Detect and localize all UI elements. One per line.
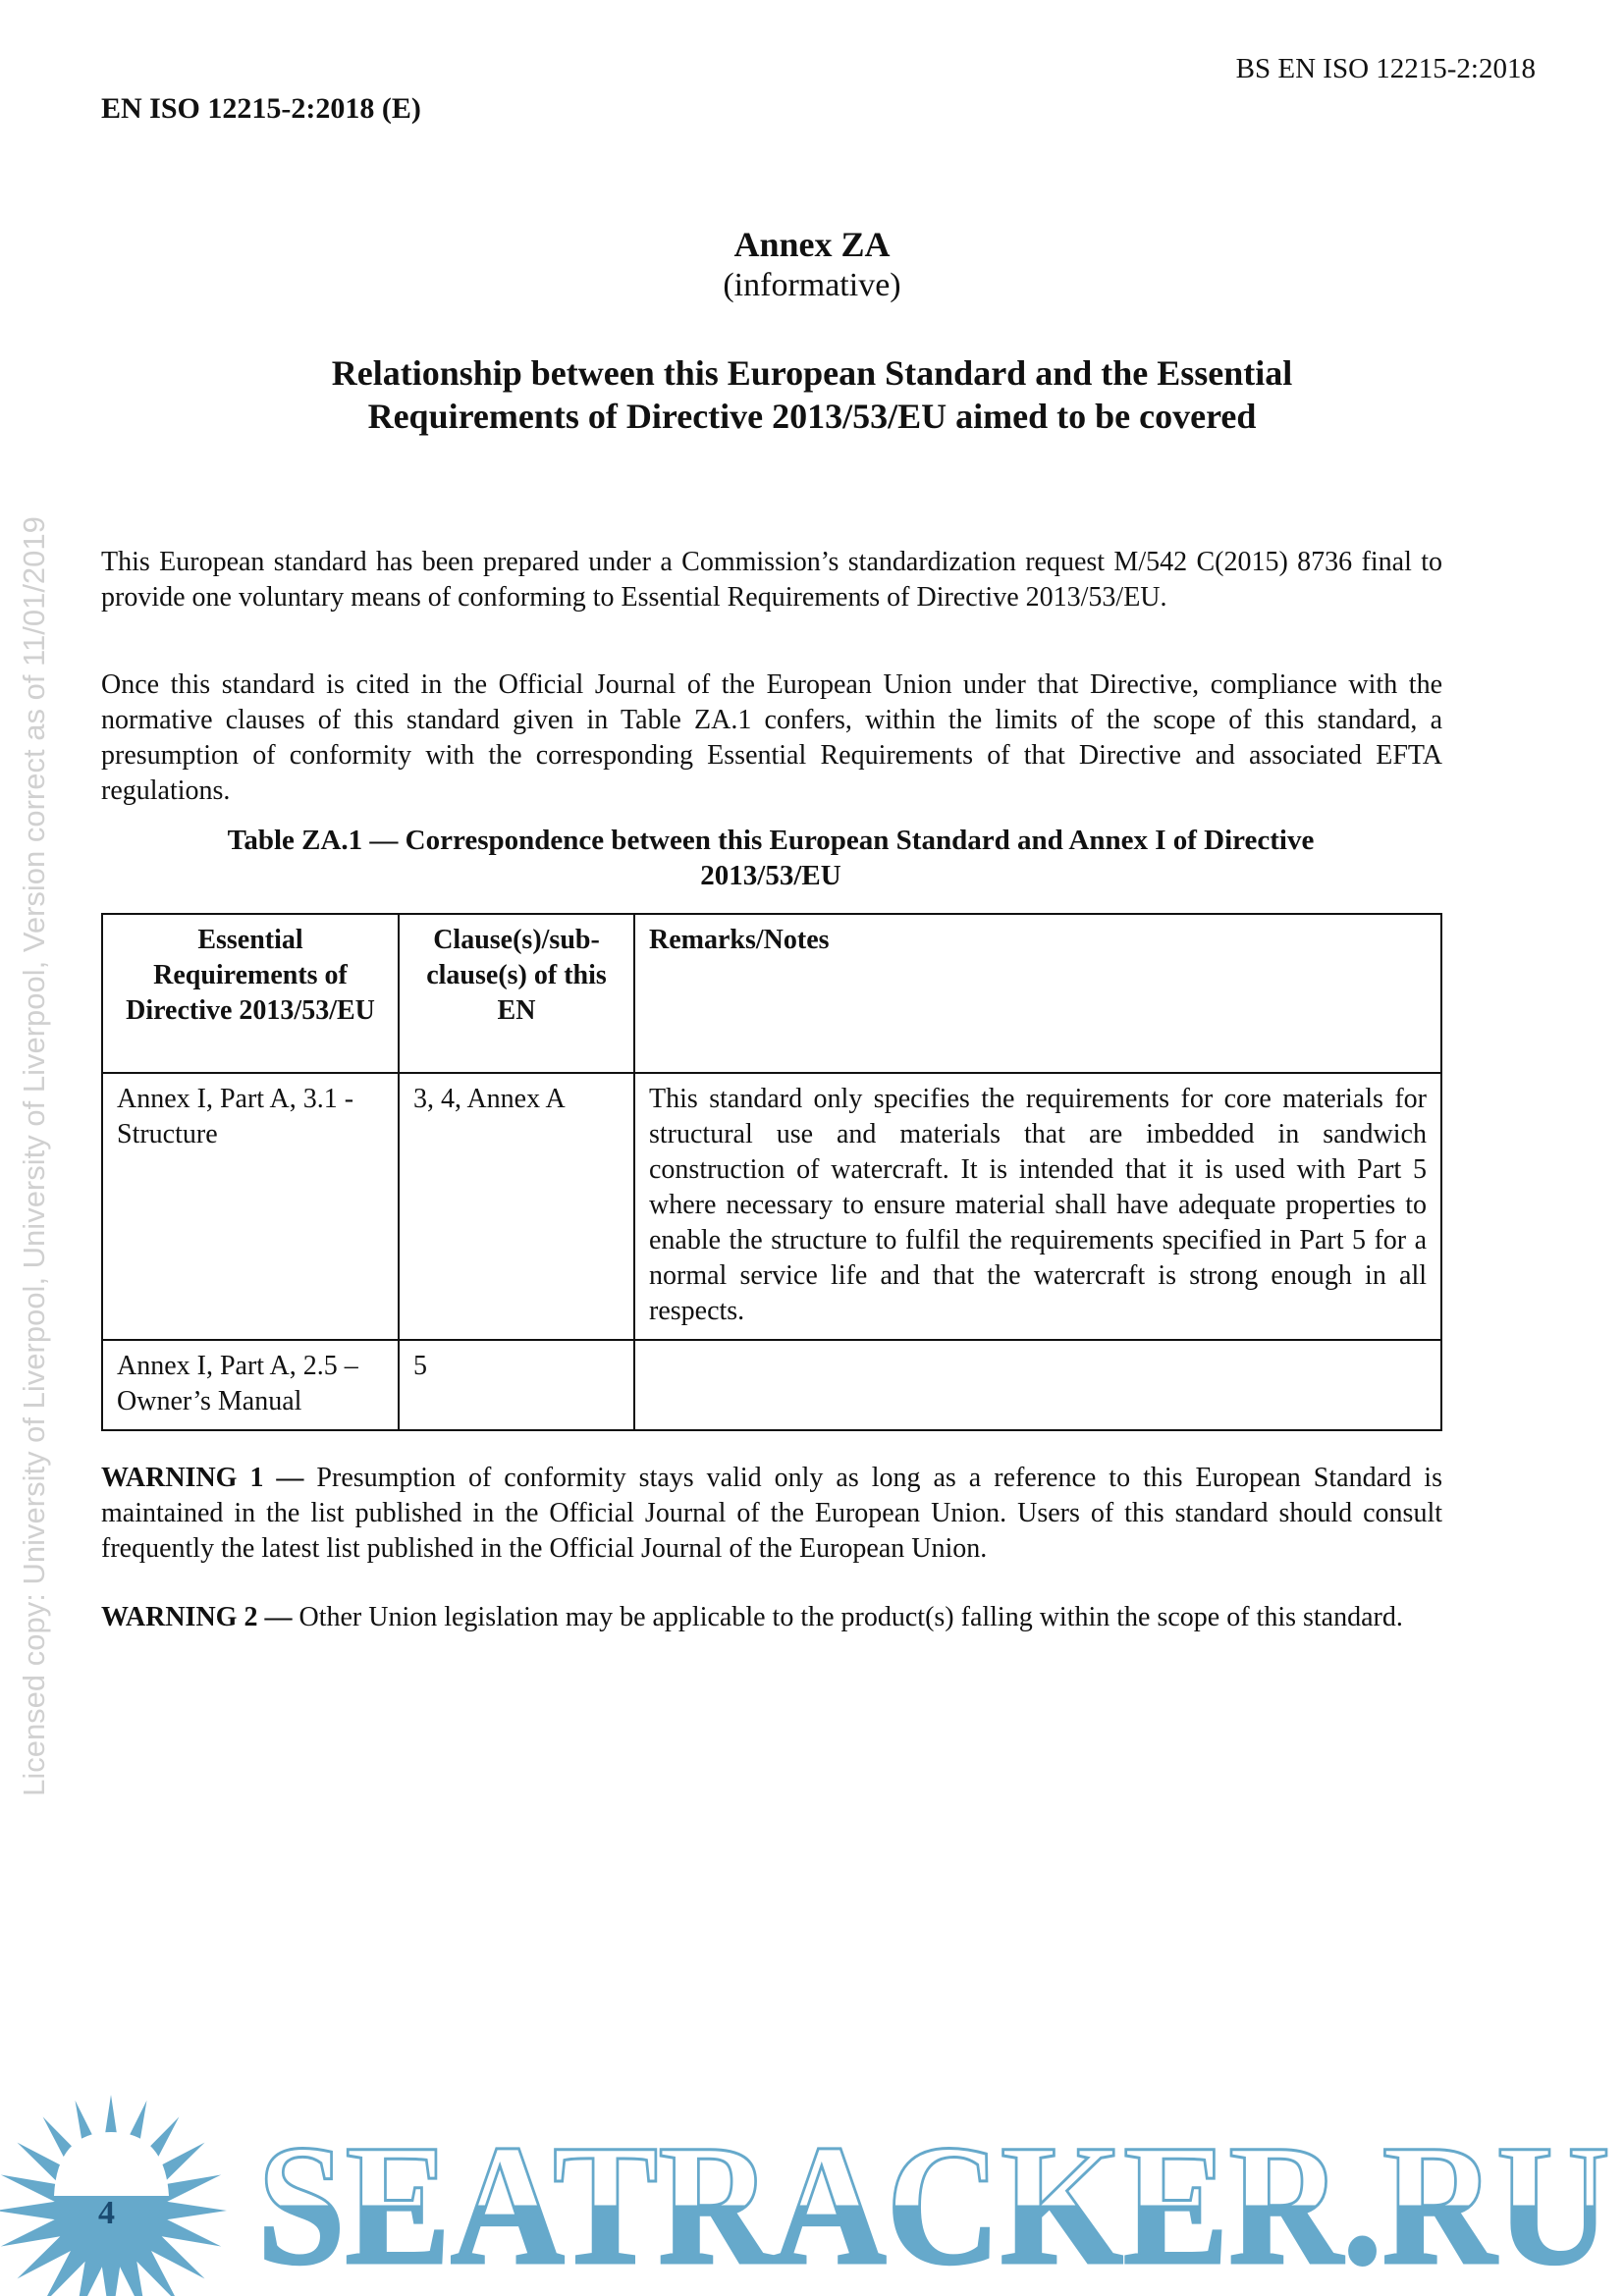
table-cell: 5	[399, 1340, 634, 1430]
table-header-row	[102, 914, 1441, 1073]
annex-subtitle: (informative)	[723, 267, 901, 303]
seatracker-watermark	[0, 2061, 1624, 2296]
warning-label: WARNING 1 —	[101, 1463, 304, 1493]
column-header: Clause(s)/sub-clause(s) of this EN	[399, 914, 634, 1073]
column-header: Essential Requirements of Directive 2013/53/EU	[102, 914, 399, 1073]
page-number: 4	[98, 2195, 115, 2231]
annex-heading-line2: Requirements of Directive 2013/53/EU aimed to be covered	[367, 397, 1257, 436]
table-row	[102, 1073, 1441, 1340]
header-document-id: EN ISO 12215-2:2018 (E)	[101, 92, 421, 125]
warning-label: WARNING 2 —	[101, 1602, 293, 1632]
table-cell: 3, 4, Annex A	[399, 1073, 634, 1340]
logo-text: SEATRACKER.RU	[257, 2109, 1610, 2296]
paragraph-2: Once this standard is cited in the Official Journal of the European Union under that Directive, compliance with the normative clauses of this standard given in Table ZA.1 confers, within the limits of the scope of this standard, a presumption of conformity with the corresponding Essential Requirements of that Directive and associated EFTA regulations.	[101, 669, 1442, 806]
warning-1	[101, 1461, 1442, 1567]
table-cell: This standard only specifies the requirements for core materials for structural use and materials that are imbedded in sandwich construction of watercraft. It is intended that it is used with Part 5 where necessary to ensure material shall have adequate properties to enable the structure to fulfil the requirements specified in Part 5 for a normal service life and that the watercraft is strong enough in all respects.	[634, 1073, 1441, 1340]
table-cell	[634, 1340, 1441, 1430]
table-caption: Table ZA.1 — Correspondence between this European Standard and Annex I of Directive 2013/53/EU	[227, 825, 1315, 891]
table-cell: Annex I, Part A, 3.1 - Structure	[102, 1073, 399, 1340]
header-bs-id: BS EN ISO 12215-2:2018	[1235, 53, 1536, 84]
column-header: Remarks/Notes	[634, 914, 1441, 1073]
annex-heading	[0, 351, 1624, 438]
table-cell: Annex I, Part A, 2.5 – Owner’s Manual	[102, 1340, 399, 1430]
warning-text: Other Union legislation may be applicable to the product(s) falling within the scope of this standard.	[292, 1602, 1403, 1632]
annex-heading-line1: Relationship between this European Standard and the Essential	[331, 353, 1293, 393]
licence-watermark: Licensed copy: University of Liverpool, University of Liverpool, Version correct as of 11/01/2019	[17, 516, 51, 1796]
table-row	[102, 1340, 1441, 1430]
warning-text: Presumption of conformity stays valid only as long as a reference to this European Standard is maintained in the list published in the Official Journal of the European Union. Users of this standard should consult frequently the latest list published in the Official Journal of the European Union.	[101, 1463, 1442, 1564]
annex-title: Annex ZA	[733, 225, 891, 264]
warning-2	[101, 1600, 1442, 1635]
paragraph-1: This European standard has been prepared under a Commission’s standardization request M/542 C(2015) 8736 final to provide one voluntary means of conforming to Essential Requirements of Directive 2013/53/EU.	[101, 547, 1442, 613]
correspondence-table	[101, 913, 1442, 1431]
